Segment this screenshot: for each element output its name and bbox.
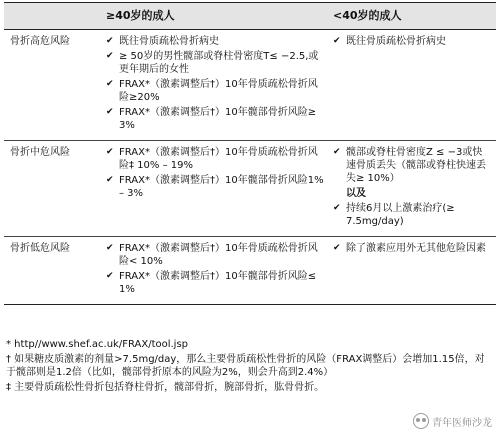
table-row-low-risk: [4, 237, 496, 305]
check-icon: ✔: [333, 243, 341, 253]
list-item: ✔ FRAX*（激素调整后†）10年髋部骨折风险≥ 3%: [106, 107, 317, 131]
and-connector: 以及: [346, 188, 366, 199]
footnotes: [6, 338, 494, 396]
check-icon: ✔: [106, 79, 114, 89]
table-row-moderate-risk: [4, 141, 496, 237]
list-item: ✔ 既往骨质疏松骨折病史: [106, 36, 219, 47]
check-icon: ✔: [106, 51, 114, 61]
footnote-frax-url: * http//www.shef.ac.uk/FRAX/tool.jsp: [6, 339, 189, 350]
list-item: ✔ FRAX*（激素调整后†）10年髋部骨折风险≤ 1%: [106, 271, 317, 295]
under40-cell: [329, 30, 496, 141]
list-item: ✔ ≥ 50岁的男性髋部或脊柱骨密度T≤ −2.5,或更年期后的女性: [106, 51, 319, 75]
check-icon: ✔: [106, 36, 114, 46]
list-item: ✔ 除了激素应用外无其他危险因素: [333, 243, 486, 254]
fracture-risk-table: [4, 2, 496, 305]
list-item: ✔ 既往骨质疏松骨折病史: [333, 36, 446, 47]
watermark-text: 青年医师沙龙: [432, 417, 492, 429]
check-icon: ✔: [106, 107, 114, 117]
list-item: ✔ FRAX*（激素调整后†）10年骨质疏松骨折风险‡ 10% – 19%: [106, 147, 318, 171]
list-item: ✔ FRAX*（激素调整后†）10年骨质疏松骨折风险< 10%: [106, 243, 318, 267]
over40-cell: [102, 141, 329, 237]
check-icon: ✔: [106, 271, 114, 281]
list-item: ✔ FRAX*（激素调整后†）10年骨质疏松骨折风险≥20%: [106, 79, 318, 103]
wechat-icon: [413, 413, 429, 429]
check-icon: ✔: [333, 203, 341, 213]
header-over-40: ≥40岁的成人: [102, 3, 329, 30]
list-item: ✔ 髋部或脊柱骨密度Z ≤ −3或快速骨质丢失（髋部或脊柱快速丢失≥ 10%）: [333, 147, 486, 184]
over40-cell: [102, 237, 329, 305]
list-item: ✔ 持续6月以上激素治疗(≥ 7.5mg/day): [333, 203, 455, 227]
footnote-major-fractures: ‡ 主要骨质疏松性骨折包括脊柱骨折，髋部骨折，腕部骨折，肱骨骨折。: [6, 382, 325, 393]
header-under-40: <40岁的成人: [329, 3, 496, 30]
header-category: [4, 3, 102, 30]
row-category: 骨折低危风险: [4, 237, 102, 305]
under40-cell: [329, 141, 496, 237]
check-icon: ✔: [333, 36, 341, 46]
watermark: [413, 413, 492, 429]
check-icon: ✔: [106, 147, 114, 157]
check-icon: ✔: [333, 147, 341, 157]
footnote-steroid-adjustment: † 如果糖皮质激素的剂量>7.5mg/day，那么主要骨质疏松性骨折的风险（FRAX调整后）会增加1.15倍，对于髋部则是1.2倍（比如，髋部骨折原本的风险为2%，则会升高到2.4%）: [6, 354, 485, 378]
check-icon: ✔: [106, 175, 114, 185]
under40-cell: [329, 237, 496, 305]
row-category: 骨折中危风险: [4, 141, 102, 237]
table-header-row: [4, 3, 496, 30]
check-icon: ✔: [106, 243, 114, 253]
table-row-high-risk: [4, 30, 496, 141]
over40-cell: [102, 30, 329, 141]
list-item: ✔ FRAX*（激素调整后†）10年髋部骨折风险1% – 3%: [106, 175, 324, 199]
row-category: 骨折高危风险: [10, 36, 70, 47]
